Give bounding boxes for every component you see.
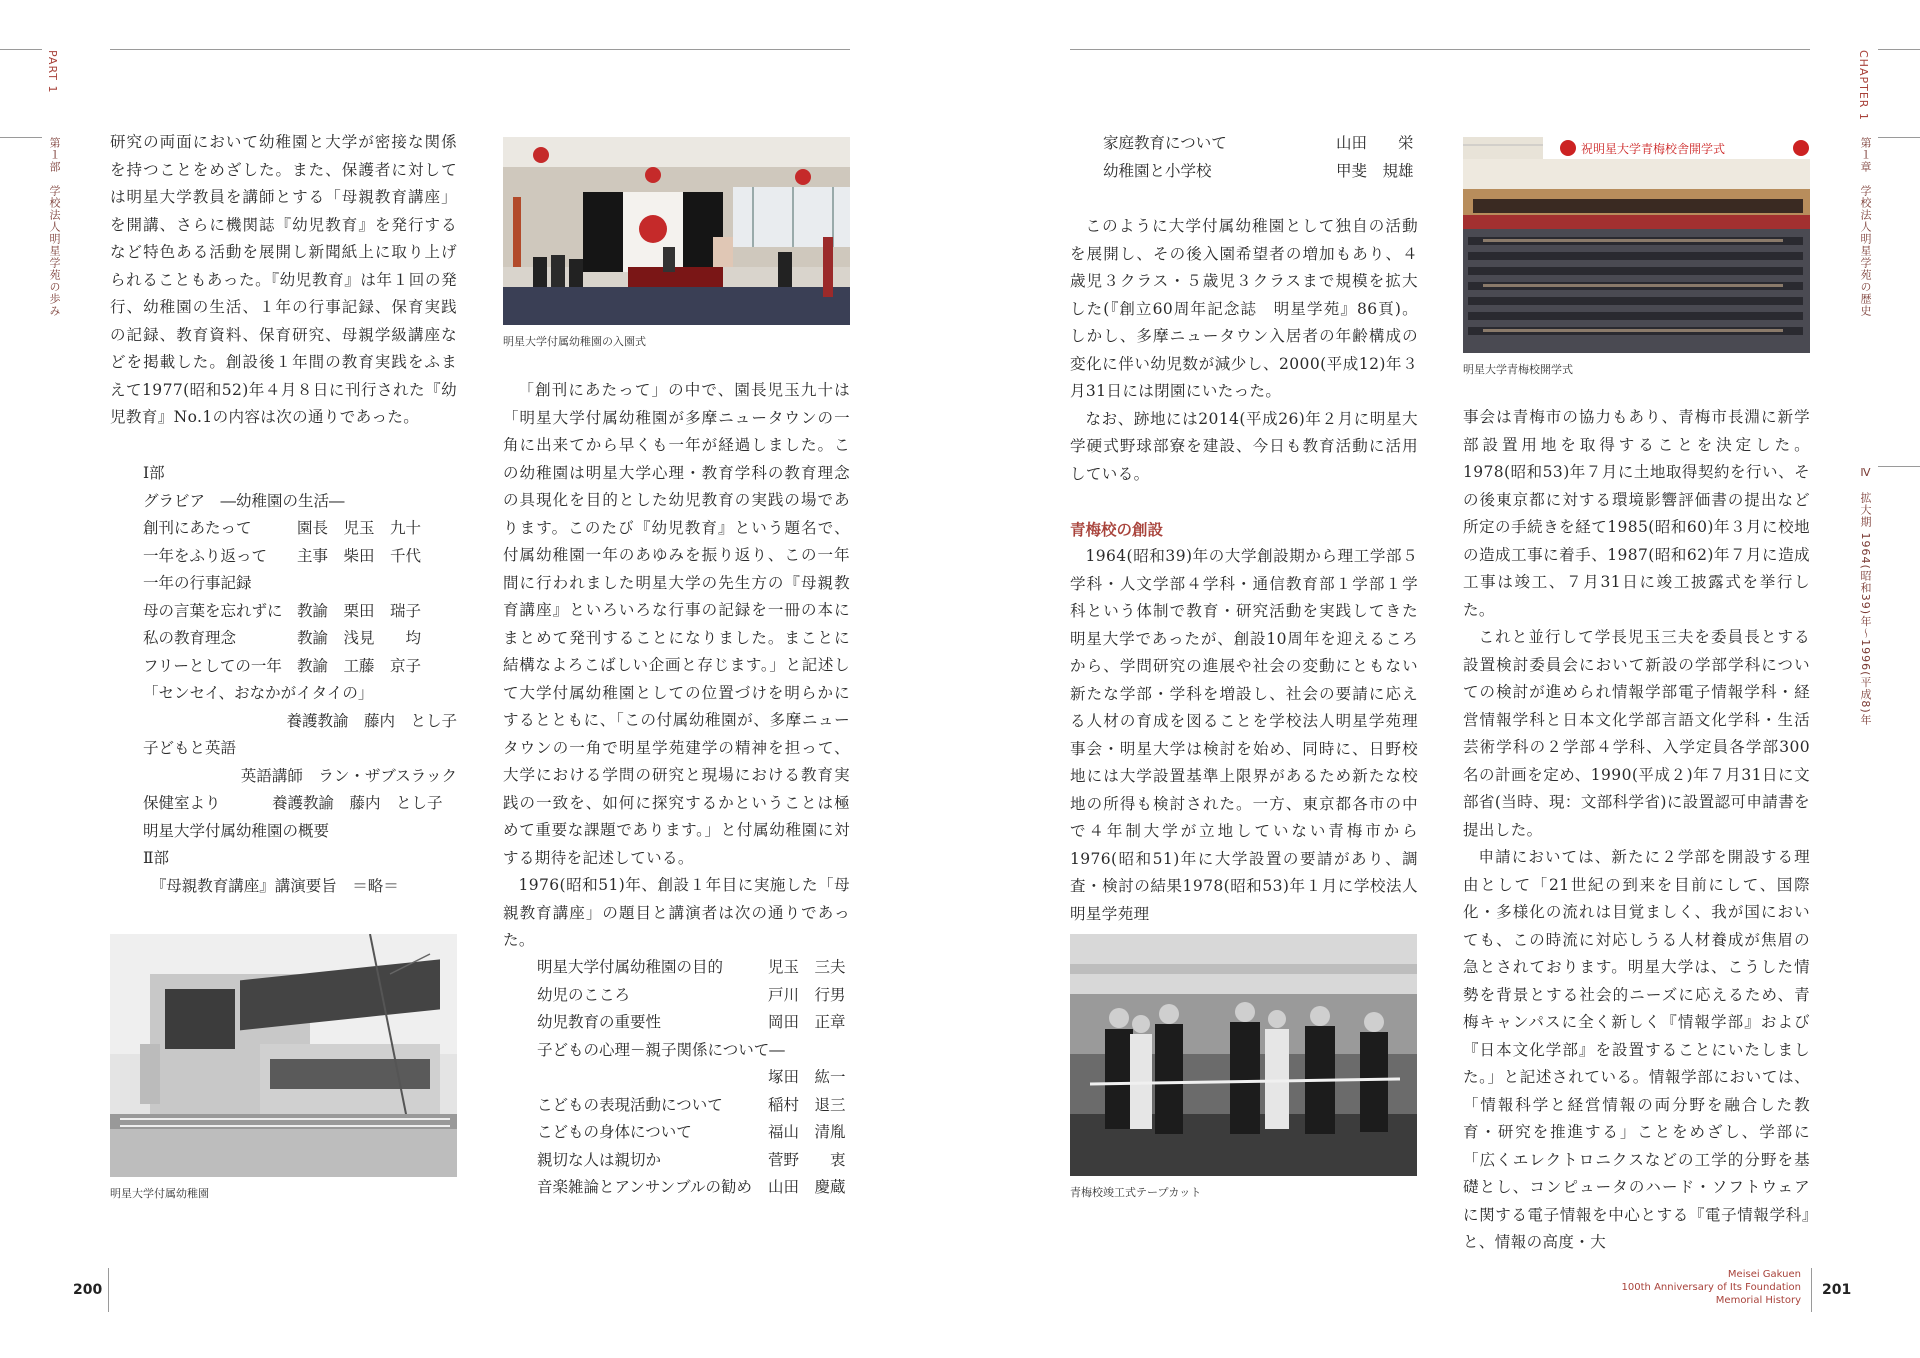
list-item: 塚田 紘一 bbox=[768, 1068, 846, 1086]
left-col1-text: 研究の両面において幼稚園と大学が密接な関係を持つことをめざした。また、保護者に対しては明星大学教員を講師とする「母親教育講座」を開講、さらに機関誌『幼児教育』を発行するなど特色ある活動を展開し新聞紙上に取り上げられることもあった。『幼児教育』は年１回の発行、幼稚園の生活、１年の行事記録、保育実践の記録、教育資料、保育研究、母親学級講座などを掲載した。創設後１年間の教育実践をふまえて1977(昭和52)年４月８日に刊行された『幼児教育』No.1の内容は次の通りであった。 bbox=[110, 133, 457, 426]
left-edge-rule-top bbox=[0, 49, 42, 50]
tape-cut-photo bbox=[1070, 934, 1417, 1176]
section-heading: 青梅校の創設 bbox=[1070, 521, 1164, 539]
list-item: 幼児教育の重要性 岡田 正章 bbox=[537, 1013, 846, 1031]
right-edge-rule-mid bbox=[1878, 137, 1920, 138]
right-col1-section bbox=[1070, 543, 1418, 928]
list-item: Ⅰ部 bbox=[143, 464, 165, 482]
right-col2-text-3: 申請においては、新たに２学部を開設する理由として「21世紀の到来を目前にして、国際化・多様化の流れは目覚ましく、我が国においても、この時流に対応しうる人材養成が焦眉の急とされております。明星大学は、こうした情勢を背景とする社会的ニーズに応えるため、青梅キャンパスに全く新しく『情報学部』および『日本文化学部』を設置することにいたしました。」と記述されている。情報学部においては、「情報科学と経営情報の両分野を融合した教育・研究を推進する」ことをめざし、学部に「広くエレクトロニクスなどの工学的分野を基礎とし、コンピュータのハード・ソフトウェアに関する電子情報を中心とする『電子情報学科』と、情報の高度・大 bbox=[1463, 848, 1810, 1251]
chapter-label: CHAPTER 1 bbox=[1857, 50, 1870, 121]
list-item: 一年をふり返って 主事 柴田 千代 bbox=[143, 546, 422, 565]
book-title-footer: Meisei Gakuen 100th Anniversary of Its Foundation Memorial History bbox=[1621, 1269, 1801, 1306]
list-item: 家庭教育について 山田 栄 bbox=[1103, 134, 1414, 152]
list-item: 親切な人は親切か 菅野 衷 bbox=[537, 1150, 846, 1169]
part-label: PART 1 bbox=[46, 50, 59, 94]
left-edge-rule-mid bbox=[0, 137, 42, 138]
kindergarten-building-photo bbox=[110, 934, 457, 1177]
list-item: 『母親教育講座』講演要旨 ＝略＝ bbox=[143, 876, 399, 895]
list-item: 明星大学付属幼稚園の概要 bbox=[143, 821, 330, 840]
right-page-number: 201 bbox=[1822, 1282, 1852, 1298]
right-col1-section-text: 1964(昭和39)年の大学創設期から理工学部５学科・人文学部４学科・通信教育部１学部１学科という体制で教育・研究活動を実践してきた明星大学であったが、創設10周年を迎えるころから、学問研究の進展や社会の変動にともない新たな学部・学科を増設し、社会の要請に応える人材の育成を図ることを学校法人明星学苑理事会・明星大学は検討を始め、同時に、日野校地には大学設置基準上限界があるため新たな校地の所得も検討された。一方、東京都各市の中で４年制大学が立地していない青梅市から1976(昭和51)年に大学設置の要請があり、調査・検討の結果1978(昭和53)年１月に学校法人明星学苑理 bbox=[1070, 547, 1418, 923]
kindergarten-building-caption: 明星大学付属幼稚園 bbox=[110, 1187, 209, 1200]
list-item: 子どもの心理－親子関係について― bbox=[537, 1040, 785, 1059]
list-item: 「センセイ、おなかがイタイの」 bbox=[143, 684, 374, 702]
right-col1-text-1: このように大学付属幼稚園として独自の活動を展開し、その後入園希望者の増加もあり、４歳児３クラス・５歳児３クラスまで規模を拡大した(『創立60周年記念誌 明星学苑』86頁)。しかし、多摩ニュータウン入居者の年齢構成の変化に伴い幼児数が減少し、2000(平成12)年３月31日には閉園にいたった。 bbox=[1070, 217, 1418, 400]
list-item: 私の教育理念 教諭 浅見 均 bbox=[143, 629, 422, 647]
right-col2-text-1: 事会は青梅市の協力もあり、青梅市長淵に新学部設置用地を取得することを決定した。1978(昭和53)年７月に土地取得契約を行い、その後東京都に対する環境影響評価書の提出など所定の手続きを経て1985(昭和60)年３月に校地の造成工事に着手、1987(昭和62)年７月に造成工事は竣工、７月31日に竣工披露式を挙行した。 bbox=[1463, 408, 1810, 619]
list-item: 保健室より 養護教諭 藤内 とし子 bbox=[143, 794, 443, 812]
list-item: こどもの表現活動について 稲村 退三 bbox=[537, 1095, 846, 1114]
right-top-rule bbox=[1070, 49, 1810, 50]
period-label: Ⅳ 拡大期 1964(昭和39)年～1996(平成8)年 bbox=[1859, 466, 1872, 726]
left-page-number-divider bbox=[108, 1268, 109, 1312]
list-item: フリーとしての一年 教諭 工藤 京子 bbox=[143, 656, 422, 675]
tape-cut-caption: 青梅校竣工式テープカット bbox=[1070, 1186, 1202, 1199]
list-item: 明星大学付属幼稚園の目的 児玉 三夫 bbox=[537, 958, 846, 976]
list-item: 一年の行事記録 bbox=[143, 574, 252, 592]
left-top-rule bbox=[110, 49, 850, 50]
list-item: 子どもと英語 bbox=[143, 739, 237, 757]
right-page-number-divider bbox=[1811, 1268, 1812, 1312]
list-item: 養護教諭 藤内 とし子 bbox=[286, 711, 457, 730]
list-item: 幼稚園と小学校 甲斐 規雄 bbox=[1103, 161, 1414, 180]
list-item: こどもの身体について 福山 清胤 bbox=[537, 1123, 846, 1141]
right-side-title: 第１章 学校法人明星学苑の歴史 bbox=[1859, 137, 1872, 317]
left-col2-text-2: 1976(昭和51)年、創設１年目に実施した「母親教育講座」の題目と講演者は次の通りであった。 bbox=[503, 876, 850, 949]
list-item: 創刊にあたって 園長 児玉 九十 bbox=[143, 519, 422, 537]
left-col1-paragraph bbox=[110, 129, 457, 432]
list-item: グラビア ―幼稚園の生活― bbox=[143, 491, 345, 510]
list-item: 音楽雑論とアンサンブルの勧め 山田 慶蔵 bbox=[537, 1178, 846, 1196]
list-item: 母の言葉を忘れずに 教諭 栗田 瑞子 bbox=[143, 601, 422, 620]
left-col2-paragraphs bbox=[503, 377, 850, 955]
list-item: 幼児のこころ 戸川 行男 bbox=[537, 985, 846, 1004]
top-lecture-list bbox=[1103, 130, 1418, 185]
entrance-ceremony-photo bbox=[503, 137, 850, 325]
opening-ceremony-photo bbox=[1463, 137, 1810, 353]
opening-ceremony-caption: 明星大学青梅校開学式 bbox=[1463, 363, 1573, 376]
right-col1-paragraphs bbox=[1070, 213, 1418, 488]
left-side-title: 第１部 学校法人明星学苑の歩み bbox=[48, 137, 61, 317]
entrance-ceremony-caption: 明星大学付属幼稚園の入園式 bbox=[503, 335, 646, 348]
right-col2-paragraphs bbox=[1463, 404, 1810, 1257]
left-col2-text-1: 「創刊にあたって」の中で、園長児玉九十は「明星大学付属幼稚園が多摩ニュータウンの一角に出来てから早くも一年が経過しました。この幼稚園は明星大学心理・教育学科の教育理念の具現化を目的とした幼児教育の実践の場であります。このたび『幼児教育』という題名で、付属幼稚園一年のあゆみを振り返り、この一年間に行われました明星大学の先生方の『母親教育講座』といろいろな行事の記録を一冊の本にまとめて発刊することになりました。まことに結構なよろこばしい企画と存じます。」と記述して大学付属幼稚園としての位置づけを明らかにするとともに、「この付属幼稚園が、多摩ニュータウンの一角で明星学苑建学の精神を担って、大学における学問の研究と現場における教育実践の一致を、如何に探究するかということは極めて重要な課題であります。」と付属幼稚園に対する期待を記述している。 bbox=[503, 381, 850, 867]
lecture-list bbox=[537, 954, 850, 1202]
contents-list bbox=[143, 460, 457, 900]
list-item: 英語講師 ラン・ザブスラック bbox=[240, 766, 457, 785]
opening-ceremony-banner: 祝明星大学青梅校舎開学式 bbox=[1581, 142, 1726, 156]
right-edge-rule-top bbox=[1878, 49, 1920, 50]
right-edge-rule-low bbox=[1878, 466, 1920, 467]
left-page-number: 200 bbox=[73, 1282, 103, 1298]
list-item: Ⅱ部 bbox=[143, 849, 170, 867]
right-col2-text-2: これと並行して学長児玉三夫を委員長とする設置検討委員会において新設の学部学科についての検討が進められ情報学部電子情報学科・経営情報学科と日本文化学部言語文化学科・生活芸術学科の２学部４学科、入学定員各学部300名の計画を定め、1990(平成２)年７月31日に文部省(当時、現：文部科学省)に設置認可申請書を提出した。 bbox=[1463, 628, 1810, 839]
right-col1-text-2: なお、跡地には2014(平成26)年２月に明星大学硬式野球部寮を建設、今日も教育活動に活用している。 bbox=[1070, 409, 1418, 483]
